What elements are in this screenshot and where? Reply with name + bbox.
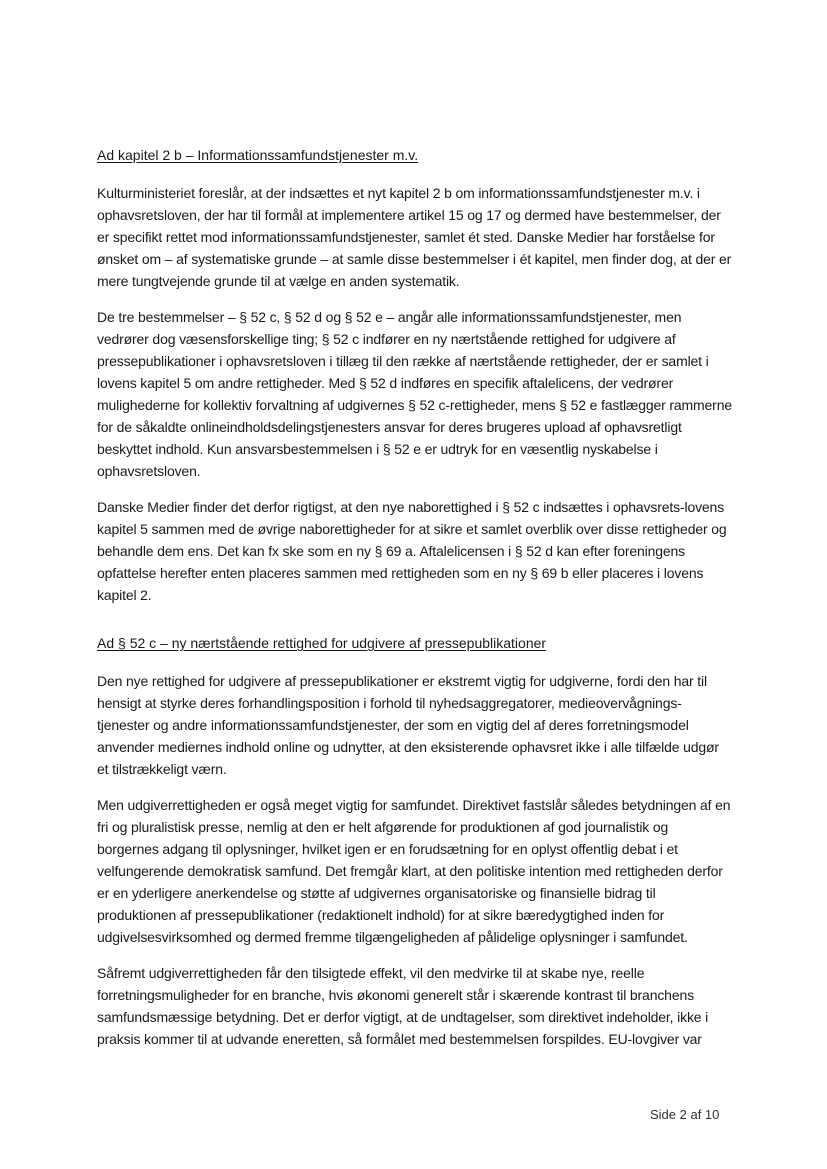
paragraph: Danske Medier finder det derfor rigtigst, at den nye naborettighed i § 52 c indsættes i ophavsrets-lovens kapitel 5 sammen med de øvrige naborettigheder for at sikre et samlet overblik over disse rettigheder og behandle dem ens. Det kan fx ske som en ny § 69 a. Aftalelicensen i § 52 d kan efter foreningens opfattelse herefter enten placeres sammen med rettigheden som en ny § 69 b eller placeres i lovens kapitel 2. [97,499,727,603]
section-heading-paragraf-52c: Ad § 52 c – ny nærtstående rettighed for udgivere af pressepublikationer [97,635,547,651]
paragraph: De tre bestemmelser – § 52 c, § 52 d og § 52 e – angår alle informationssamfundstjenester, men vedrører dog væsensforskellige ting; § 52 c indfører en ny nærtstående rettighed for udgivere af pressepublikationer i ophavsretsloven i tillæg til den række af nærtstående rettigheder, der er samlet i lovens kapitel 5 om andre rettigheder. Med § 52 d indføres en specifik aftalelicens, der vedrører mulighederne for kollektiv forvaltning af udgivernes § 52 c-rettigheder, mens § 52 e fastlægger rammerne for de såkaldte onlineindholdsdelingstjenesters ansvar for deres brugeres upload af ophavsretligt beskyttet indhold. Kun ansvarsbestemmelsen i § 52 e er udtryk for en væsentlig nyskabelse i ophavsretsloven. [97,309,732,479]
paragraph: Såfremt udgiverrettigheden får den tilsigtede effekt, vil den medvirke til at skabe nye, reelle forretningsmuligheder for en branche, hvis økonomi generelt står i skærende kontrast til branchens samfundsmæssige betydning. Det er derfor vigtigt, at de undtagelser, som direktivet indeholder, ikke i praksis kommer til at udvande eneretten, så formålet med bestemmelsen forspildes. EU-lovgiver var [97,965,709,1047]
document-body [97,144,733,1050]
paragraph: Den nye rettighed for udgivere af pressepublikationer er ekstremt vigtig for udgiverne, fordi den har til hensigt at styrke deres forhandlingsposition i forhold til nyhedsaggregatorer, medieovervågnings-tjenester og andre informationssamfundstjenester, der som en vigtig del af deres forretningsmodel anvender mediernes indhold online og udnytter, at den eksisterende ophavsret ikke i alle tilfælde udgør et tilstrækkeligt værn. [97,673,719,777]
section-heading-kapitel-2b: Ad kapitel 2 b – Informationssamfundstjenester m.v. [97,147,419,163]
page-number: Side 2 af 10 [650,1107,720,1122]
paragraph: Kulturministeriet foreslår, at der indsættes et nyt kapitel 2 b om informationssamfundstjenester m.v. i ophavsretsloven, der har til formål at implementere artikel 15 og 17 og dermed have bestemmelser, der er specifikt rettet mod informationssamfundstjenester, samlet ét sted. Danske Medier har forståelse for ønsket om – af systematiske grunde – at samle disse bestemmelser i ét kapitel, men finder dog, at der er mere tungtvejende grunde til at vælge en anden systematik. [97,185,732,289]
paragraph: Men udgiverrettigheden er også meget vigtig for samfundet. Direktivet fastslår således betydningen af en fri og pluralistisk presse, nemlig at den er helt afgørende for produktionen af god journalistik og borgernes adgang til oplysninger, hvilket igen er en forudsætning for en oplyst offentlig debat i et velfungerende demokratisk samfund. Det fremgår klart, at den politiske intention med rettigheden derfor er en yderligere anerkendelse og støtte af udgivernes organisatoriske og finansielle bidrag til produktionen af pressepublikationer (redaktionelt indhold) for at sikre bæredygtighed inden for udgivelsesvirksomhed og dermed fremme tilgængeligheden af pålidelige oplysninger i samfundet. [97,797,731,945]
